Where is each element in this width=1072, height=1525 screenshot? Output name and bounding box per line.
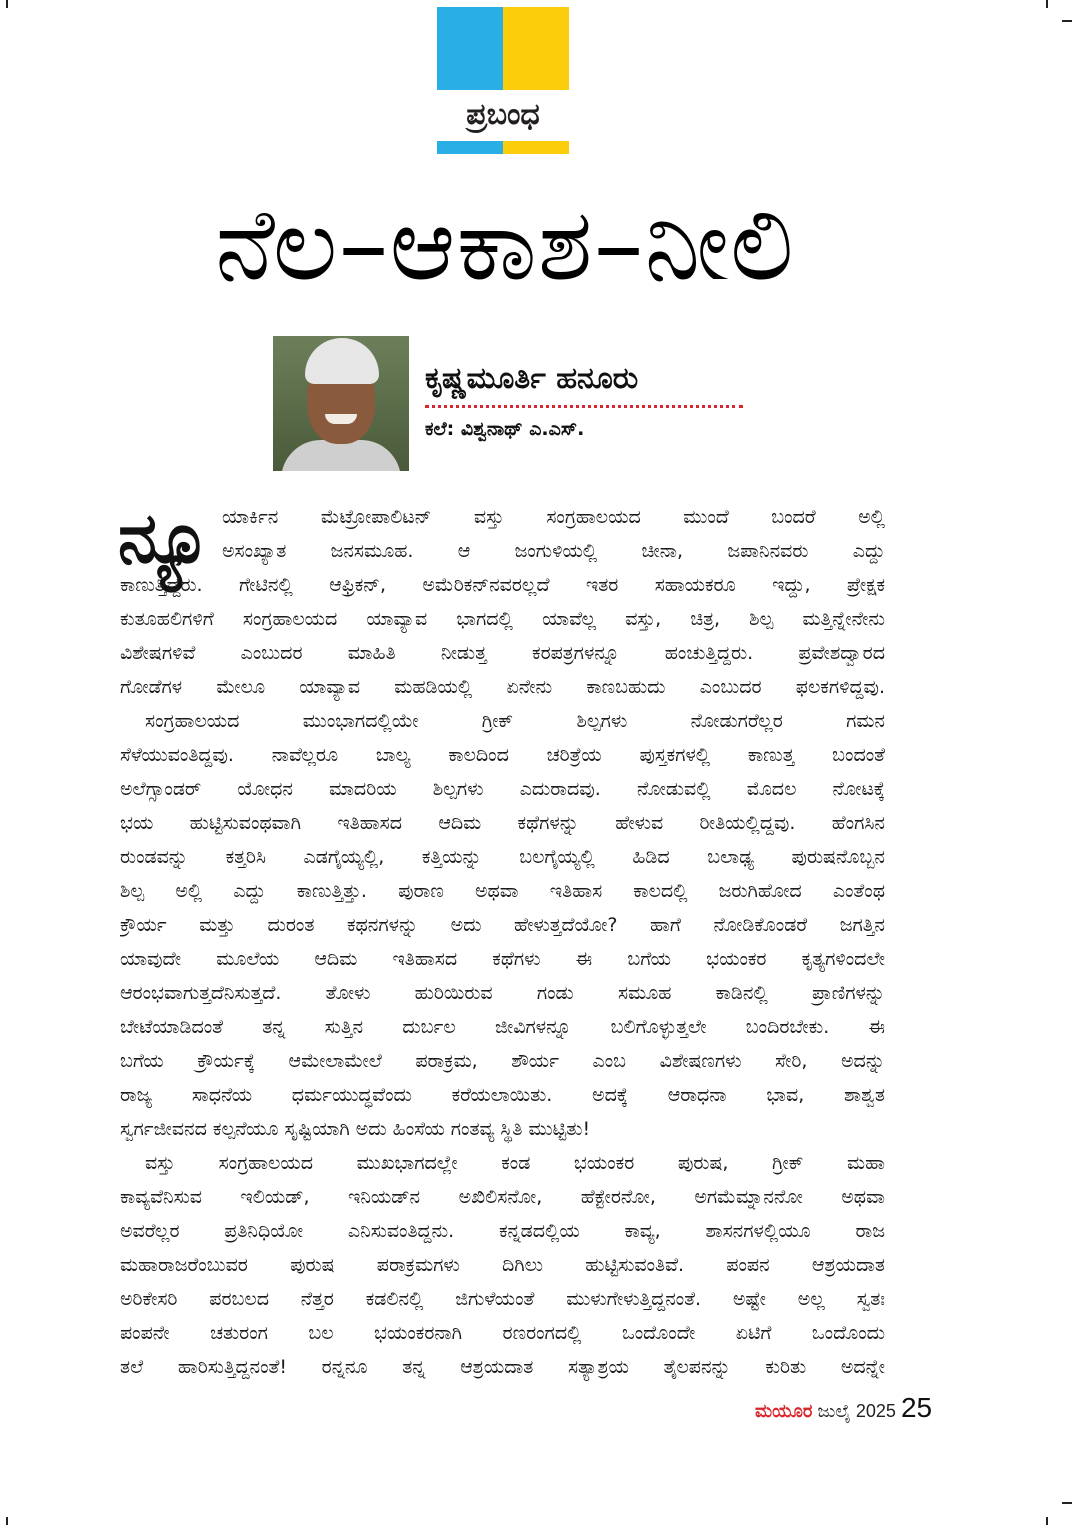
text-line: ಯಾವುದೇ ಮೂಲೆಯ ಆದಿಮ ಇತಿಹಾಸದ ಕಥೆಗಳು ಈ ಬಗೆಯ ಭಯಂಕರ ಕೃತ್ಯಗಳಿಂದಲೇ (120, 948, 885, 970)
text-line: ರುಂಡವನ್ನು ಕತ್ತರಿಸಿ ಎಡಗೈಯ್ಯಲ್ಲಿ, ಕತ್ತಿಯನ್ನು ಬಲಗೈಯ್ಯಲ್ಲಿ ಹಿಡಿದ ಬಲಾಢ್ಯ ಪುರುಷನೊಬ್ಬನ (120, 846, 885, 868)
page-number: 25 (900, 1392, 933, 1423)
text-line: ಭಯ ಹುಟ್ಟಿಸುವಂಥವಾಗಿ ಇತಿಹಾಸದ ಆದಿಮ ಕಥೆಗಳನ್ನು ಹೇಳುವ ರೀತಿಯಲ್ಲಿದ್ದವು. ಹೆಂಗಸಿನ (120, 812, 885, 834)
text-line: ಕುತೂಹಲಿಗಳಿಗೆ ಸಂಗ್ರಹಾಲಯದ ಯಾವ್ಯಾವ ಭಾಗದಲ್ಲಿ ಯಾವೆಲ್ಲ ವಸ್ತು, ಚಿತ್ರ, ಶಿಲ್ಪ ಮತ್ತಿನ್ನೇನೇನು (120, 608, 885, 630)
issue-month: ಜುಲೈ (817, 1401, 851, 1422)
art-credit: ಕಲೆ: ವಿಶ್ವನಾಥ್ ಎ.ಎಸ್. (425, 418, 585, 440)
text-line: ಬೇಟೆಯಾಡಿದಂತೆ ತನ್ನ ಸುತ್ತಿನ ದುರ್ಬಲ ಜೀವಿಗಳನ್ನೂ ಬಲಿಗೊಳ್ಳುತ್ತಲೇ ಬಂದಿರಬೇಕು. ಈ (120, 1016, 885, 1038)
text-line: ರಾಜ್ಯ ಸಾಧನೆಯ ಧರ್ಮಯುದ್ಧವೆಂದು ಕರೆಯಲಾಯಿತು. ಅದಕ್ಕೆ ಆರಾಧನಾ ಭಾವ, ಶಾಶ್ವತ (120, 1084, 885, 1106)
text-line: ಬಗೆಯ ಕ್ರೌರ್ಯಕ್ಕೆ ಆಮೇಲಾಮೇಲೆ ಪರಾಕ್ರಮ, ಶೌರ್ಯ ಎಂಬ ವಿಶೇಷಣಗಳು ಸೇರಿ, ಅದನ್ನು (120, 1050, 885, 1072)
text-line: ಕಾಣುತ್ತಿದ್ದರು. ಗೇಟಿನಲ್ಲಿ ಆಫ್ರಿಕನ್, ಅಮೆರಿಕನ್‌ನವರಲ್ಲದೆ ಇತರ ಸಹಾಯಕರೂ ಇದ್ದು, ಪ್ರೇಕ್ಷಕ (120, 574, 885, 596)
text-line: ತಲೆ ಹಾರಿಸುತ್ತಿದ್ದನಂತೆ! ರನ್ನನೂ ತನ್ನ ಆಶ್ರಯದಾತ ಸತ್ಯಾಶ್ರಯ ತೈಲಪನನ್ನು ಕುರಿತು ಅದನ್ನೇ (120, 1356, 885, 1378)
page-footer (755, 1392, 965, 1428)
category-label: ಪ್ರಬಂಧ (466, 97, 540, 132)
magazine-brand: ಮಯೂರ (755, 1401, 813, 1422)
text-line: ಅವರೆಲ್ಲರ ಪ್ರತಿನಿಧಿಯೋ ಎನಿಸುವಂತಿದ್ದನು. ಕನ್ನಡದಲ್ಲಿಯ ಕಾವ್ಯ, ಶಾಸನಗಳಲ್ಲಿಯೂ ರಾಜ (120, 1220, 885, 1242)
text-line: ವಿಶೇಷಗಳಿವೆ ಎಂಬುದರ ಮಾಹಿತಿ ನೀಡುತ್ತ ಕರಪತ್ರಗಳನ್ನೂ ಹಂಚುತ್ತಿದ್ದರು. ಪ್ರವೇಶದ್ವಾರದ (120, 642, 885, 664)
drop-cap: ನ್ಯೂ (118, 497, 212, 579)
text-line: ಕ್ರೌರ್ಯ ಮತ್ತು ದುರಂತ ಕಥನಗಳನ್ನು ಅದು ಹೇಳುತ್ತದೆಯೋ? ಹಾಗೆ ನೋಡಿಕೊಂಡರೆ ಜಗತ್ತಿನ (120, 914, 885, 936)
text-line: ಅಲೆಗ್ಸಾಂಡರ್ ಯೋಧನ ಮಾದರಿಯ ಶಿಲ್ಪಗಳು ಎದುರಾದವು. ನೋಡುವಲ್ಲಿ ಮೊದಲ ನೋಟಕ್ಕೆ (120, 778, 885, 800)
text-line: ಶಿಲ್ಪ ಅಲ್ಲಿ ಎದ್ದು ಕಾಣುತ್ತಿತ್ತು. ಪುರಾಣ ಅಥವಾ ಇತಿಹಾಸ ಕಾಲದಲ್ಲಿ ಜರುಗಿಹೋದ ಎಂತೆಂಥ (120, 880, 885, 902)
text-line: ಯಾರ್ಕಿನ ಮೆಟ್ರೋಪಾಲಿಟನ್ ವಸ್ತು ಸಂಗ್ರಹಾಲಯದ ಮುಂದೆ ಬಂದರೆ ಅಲ್ಲಿ (222, 506, 885, 528)
text-line: ಅಸಂಖ್ಯಾತ ಜನಸಮೂಹ. ಆ ಜಂಗುಳಿಯಲ್ಲಿ ಚೀನಾ, ಜಪಾನಿನವರು ಎದ್ದು (222, 540, 885, 562)
text-line: ಅರಿಕೇಸರಿ ಪರಬಲದ ನೆತ್ತರ ಕಡಲಿನಲ್ಲಿ ಜಿಗುಳೆಯಂತೆ ಮುಳುಗೇಳುತ್ತಿದ್ದನಂತೆ. ಅಷ್ಟೇ ಅಲ್ಲ ಸ್ವತಃ (120, 1288, 885, 1310)
text-line: ವಸ್ತು ಸಂಗ್ರಹಾಲಯದ ಮುಖಭಾಗದಲ್ಲೇ ಕಂಡ ಭಯಂಕರ ಪುರುಷ, ಗ್ರೀಕ್ ಮಹಾ (145, 1152, 885, 1174)
headline: ನೆಲ–ಆಕಾಶ–ನೀಲಿ (215, 186, 795, 303)
text-line: ಮಹಾರಾಜರೆಂಬುವರ ಪುರುಷ ಪರಾಕ್ರಮಗಳು ದಿಗಿಲು ಹುಟ್ಟಿಸುವಂತಿವೆ. ಪಂಪನ ಆಶ್ರಯದಾತ (120, 1254, 885, 1276)
text-line: ಸೆಳೆಯುವಂತಿದ್ದವು. ನಾವೆಲ್ಲರೂ ಬಾಲ್ಯ ಕಾಲದಿಂದ ಚರಿತ್ರೆಯ ಪುಸ್ತಕಗಳಲ್ಲಿ ಕಾಣುತ್ತ ಬಂದಂತೆ (120, 744, 885, 766)
text-line: ಸ್ವರ್ಗಜೀವನದ ಕಲ್ಪನೆಯೂ ಸೃಷ್ಟಿಯಾಗಿ ಅದು ಹಿಂಸೆಯ ಗಂತವ್ಯ ಸ್ಥಿತಿ ಮುಟ್ಟಿತು! (120, 1118, 591, 1140)
text-line: ಕಾವ್ಯವೆನಿಸುವ ಇಲಿಯಡ್, ಇನಿಯಡ್‌ನ ಅಖಿಲಿಸನೋ, ಹೆಕ್ಟೇರನೋ, ಅಗಮೆಮ್ನಾನನೋ ಅಥವಾ (120, 1186, 885, 1208)
text-line: ಆರಂಭವಾಗುತ್ತದೆನಿಸುತ್ತದೆ. ತೋಳು ಹುರಿಯಿರುವ ಗಂಡು ಸಮೂಹ ಕಾಡಿನಲ್ಲಿ ಪ್ರಾಣಿಗಳನ್ನು (120, 982, 885, 1004)
text-line: ಪಂಪನೇ ಚತುರಂಗ ಬಲ ಭಯಂಕರನಾಗಿ ರಣರಂಗದಲ್ಲಿ ಒಂದೊಂದೇ ಏಟಿಗೆ ಒಂದೊಂದು (120, 1322, 885, 1344)
text-line: ಗೋಡೆಗಳ ಮೇಲೂ ಯಾವ್ಯಾವ ಮಹಡಿಯಲ್ಲಿ ಏನೇನು ಕಾಣಬಹುದು ಎಂಬುದರ ಫಲಕಗಳಿದ್ದವು. (120, 676, 885, 698)
author-name: ಕೃಷ್ಣಮೂರ್ತಿ ಹನೂರು (425, 361, 639, 396)
text-line: ಸಂಗ್ರಹಾಲಯದ ಮುಂಭಾಗದಲ್ಲಿಯೇ ಗ್ರೀಕ್ ಶಿಲ್ಪಗಳು ನೋಡುಗರೆಲ್ಲರ ಗಮನ (145, 710, 885, 732)
issue-year: 2025 (855, 1401, 896, 1421)
